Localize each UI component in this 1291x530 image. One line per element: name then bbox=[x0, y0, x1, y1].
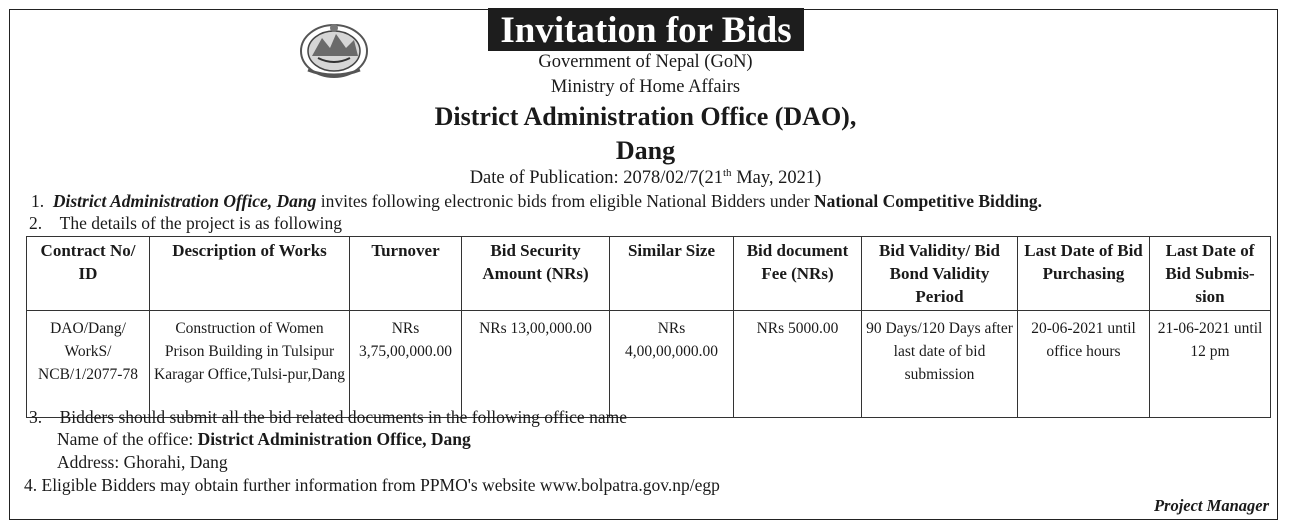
district-name: Dang bbox=[615, 136, 676, 165]
column-header: Similar Size bbox=[610, 237, 734, 311]
point-4: 4. Eligible Bidders may obtain further information from PPMO's website www.bolpatra.gov.np/egp bbox=[24, 475, 720, 495]
address-line: Address: Ghorahi, Dang bbox=[57, 452, 228, 472]
table-cell: NRs 13,00,000.00 bbox=[462, 311, 610, 418]
office-name-line: Name of the office: District Administration Office, Dang bbox=[57, 429, 471, 449]
table-cell: NRs 5000.00 bbox=[734, 311, 862, 418]
point-1: 1. District Administration Office, Dang invites following electronic bids from eligible National Bidders under National Competitive Bidding. bbox=[31, 191, 1043, 211]
ministry-name: Ministry of Home Affairs bbox=[550, 77, 741, 97]
table-row bbox=[27, 311, 1271, 418]
column-header: Bid Security Amount (NRs) bbox=[462, 237, 610, 311]
government-name: Government of Nepal (GoN) bbox=[538, 52, 753, 72]
bid-details-table bbox=[26, 236, 1271, 418]
column-header: Last Date of Bid Purchasing bbox=[1018, 237, 1150, 311]
office-name: District Administration Office (DAO), bbox=[434, 102, 857, 131]
column-header: Bid document Fee (NRs) bbox=[734, 237, 862, 311]
point-2: 2. The details of the project is as following bbox=[29, 213, 342, 233]
column-header: Bid Validity/ Bid Bond Validity Period bbox=[862, 237, 1018, 311]
column-header: Description of Works bbox=[150, 237, 350, 311]
table-cell: 21-06-2021 until 12 pm bbox=[1150, 311, 1271, 418]
column-header: Contract No/ ID bbox=[27, 237, 150, 311]
table-cell: NRs 3,75,00,000.00 bbox=[350, 311, 462, 418]
table-cell: Construction of Women Prison Building in Tulsipur Karagar Office,Tulsi-pur,Dang bbox=[150, 311, 350, 418]
column-header: Last Date of Bid Submis-sion bbox=[1150, 237, 1271, 311]
point-3: 3. Bidders should submit all the bid related documents in the following office name bbox=[29, 407, 627, 427]
table-cell: 20-06-2021 until office hours bbox=[1018, 311, 1150, 418]
signoff: Project Manager bbox=[1153, 496, 1269, 515]
notice-title: Invitation for Bids bbox=[488, 8, 804, 51]
table-cell: DAO/Dang/ WorkS/ NCB/1/2077-78 bbox=[27, 311, 150, 418]
table-cell: 90 Days/120 Days after last date of bid submission bbox=[862, 311, 1018, 418]
publication-date: Date of Publication: 2078/02/7(21th May, 2021) bbox=[469, 167, 822, 189]
column-header: Turnover bbox=[350, 237, 462, 311]
table-header-row bbox=[27, 237, 1271, 311]
table-cell: NRs 4,00,00,000.00 bbox=[610, 311, 734, 418]
